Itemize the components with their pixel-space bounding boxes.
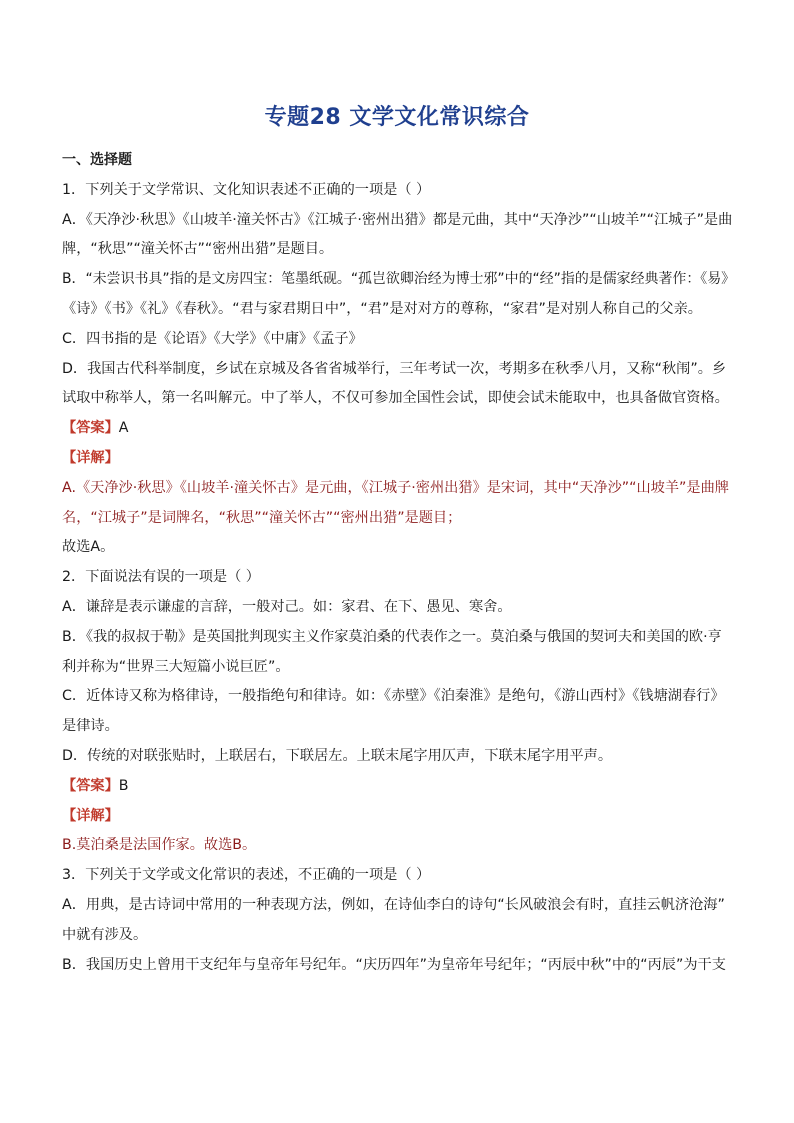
option-b-cont: 《诗》《书》《礼》《春秋》。“君与家君期日中”，“君”是对对方的尊称，“家君”是对别人称自己的父亲。 (62, 300, 702, 317)
question-stem: 3．下列关于文学或文化常识的表述，不正确的一项是（ ） (62, 867, 431, 884)
option-b: B．我国历史上曾用干支纪年与皇帝年号纪年。“庆历四年”为皇帝年号纪年；“丙辰中秋”中的“丙辰”为干支 (62, 956, 726, 973)
option-a: A．谦辞是表示谦虚的言辞，一般对己。如：家君、在下、愚见、寒舍。 (62, 598, 512, 615)
question-2 (62, 563, 742, 861)
detail-label: 【详解】 (62, 449, 119, 466)
option-c: C．四书指的是《论语》《大学》《中庸》《孟子》 (62, 330, 363, 347)
answer-line (62, 414, 742, 444)
question-3 (62, 861, 742, 980)
document-body (62, 146, 742, 980)
option-d: D．我国古代科举制度，乡试在京城及各省省城举行，三年考试一次，考期多在秋季八月，又称“秋闱”。乡 (62, 360, 727, 377)
option-c-cont: 是律诗。 (62, 718, 119, 735)
question-1 (62, 176, 742, 563)
answer-line (62, 772, 742, 802)
conclusion: 故选A。 (62, 539, 115, 556)
answer-label: 【答案】 (62, 420, 119, 437)
option-d: D．传统的对联张贴时，上联居右，下联居左。上联末尾字用仄声，下联末尾字用平声。 (62, 747, 613, 764)
detail-text-cont: 名，“江城子”是词牌名，“秋思”“潼关怀古”“密州出猎”是题目； (62, 509, 462, 526)
option-a: A．《天净沙·秋思》《山坡羊·潼关怀古》《江城子·密州出猎》都是元曲，其中“天净沙”“山坡羊”“江城子”是曲 (62, 211, 733, 228)
answer-value: A (118, 420, 129, 437)
detail-text: B.莫泊桑是法国作家。故选B。 (62, 837, 257, 854)
option-b-cont: 利并称为“世界三大短篇小说巨匠”。 (62, 658, 290, 675)
option-b: B．《我的叔叔于勒》是英国批判现实主义作家莫泊桑的代表作之一。莫泊桑与俄国的契诃夫和美国的欧·亨 (62, 628, 722, 645)
option-a: A．用典，是古诗词中常用的一种表现方法，例如，在诗仙李白的诗句“长风破浪会有时，直挂云帆济沧海” (62, 896, 725, 913)
question-stem: 1．下列关于文学常识、文化知识表述不正确的一项是（ ） (62, 181, 431, 198)
section-heading: 一、选择题 (62, 152, 132, 168)
question-stem: 2．下面说法有误的一项是（ ） (62, 569, 260, 586)
option-b: B．“未尝识书具”指的是文房四宝：笔墨纸砚。“孤岂欲卿治经为博士邪”中的“经”指的是儒家经典著作：《易》 (62, 271, 736, 288)
answer-label: 【答案】 (62, 777, 119, 794)
option-d-cont: 试取中称举人，第一名叫解元。中了举人，不仅可参加全国性会试，即使会试未能取中，也具备做官资格。 (62, 390, 729, 407)
page-title: 专题28 文学文化常识综合 (264, 105, 530, 130)
option-a-cont: 中就有涉及。 (62, 926, 148, 943)
detail-text: A.《天净沙·秋思》《山坡羊·潼关怀古》是元曲，《江城子·密州出猎》是宋词，其中“天净沙”“山坡羊”是曲牌 (62, 479, 729, 496)
detail-label: 【详解】 (62, 807, 119, 824)
option-a-cont: 牌，“秋思”“潼关怀古”“密州出猎”是题目。 (62, 241, 334, 258)
option-c: C．近体诗又称为格律诗，一般指绝句和律诗。如：《赤壁》《泊秦淮》是绝句，《游山西村》《钱塘湖春行》 (62, 688, 725, 705)
answer-value: B (118, 777, 129, 794)
